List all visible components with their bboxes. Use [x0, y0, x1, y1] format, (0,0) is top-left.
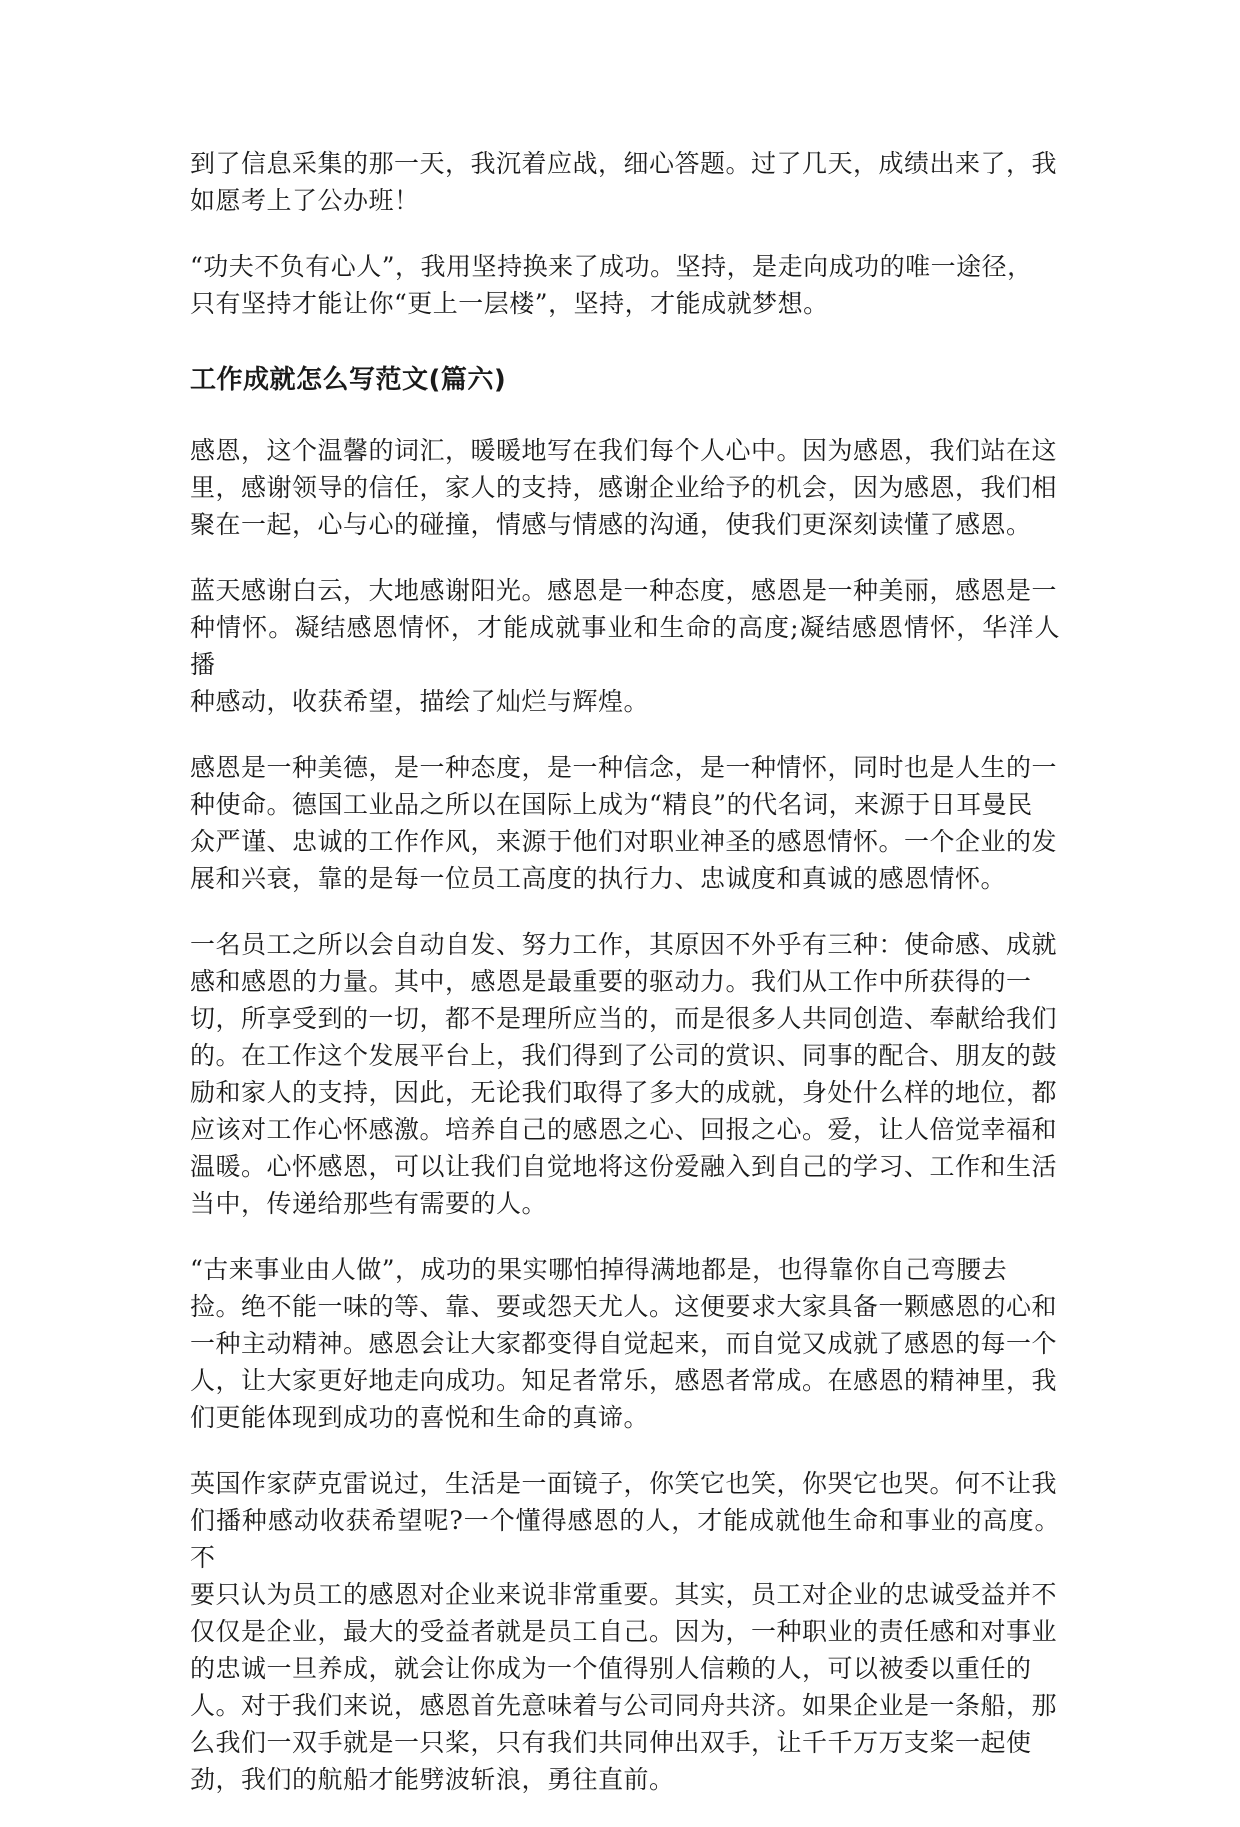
body-paragraph: 感恩，这个温馨的词汇，暖暖地写在我们每个人心中。因为感恩，我们站在这 里，感谢领导的信任，家人的支持，感谢企业给予的机会，因为感恩，我们相 聚在一起，心与心的碰撞，情感与情感的沟通，使我们更深刻读懂了感恩。	[190, 436, 1058, 539]
body-paragraph: “古来事业由人做”，成功的果实哪怕掉得满地都是，也得靠你自己弯腰去 捡。绝不能一味的等、靠、要或怨天尤人。这便要求大家具备一颗感恩的心和 一种主动精神。感恩会让大家都变得自觉起来，而自觉又成就了感恩的每一个 人，让大家更好地走向成功。知足者常乐，感恩者常成。在感恩的精神里，我 们更能体现到成功的喜悦和生命的真谛。	[190, 1255, 1058, 1432]
body-paragraph: 感恩是一种美德，是一种态度，是一种信念，是一种情怀，同时也是人生的一 种使命。德国工业品之所以在国际上成为“精良”的代名词，来源于日耳曼民 众严谨、忠诚的工作作风，来源于他们对职业神圣的感恩情怀。一个企业的发 展和兴衰，靠的是每一位员工高度的执行力、忠诚度和真诚的感恩情怀。	[190, 753, 1058, 893]
body-paragraph: 到了信息采集的那一天，我沉着应战，细心答题。过了几天，成绩出来了，我 如愿考上了公办班！	[190, 149, 1058, 215]
body-paragraph: 一名员工之所以会自动自发、努力工作，其原因不外乎有三种：使命感、成就 感和感恩的力量。其中，感恩是最重要的驱动力。我们从工作中所获得的一 切，所享受到的一切，都不是理所应当的，而是很多人共同创造、奉献给我们 的。在工作这个发展平台上，我们得到了公司的赏识、同事的配合、朋友的鼓 励和家人的支持，因此，无论我们取得了多大的成就，身处什么样的地位，都 应该对工作心怀感激。培养自己的感恩之心、回报之心。爱，让人倍觉幸福和 温暖。心怀感恩，可以让我们自觉地将这份爱融入到自己的学习、工作和生活 当中，传递给那些有需要的人。	[190, 930, 1058, 1218]
body-paragraph: “功夫不负有心人”，我用坚持换来了成功。坚持，是走向成功的唯一途径， 只有坚持才能让你“更上一层楼”，坚持，才能成就梦想。	[190, 252, 1033, 318]
body-paragraph: 英国作家萨克雷说过，生活是一面镜子，你笑它也笑，你哭它也哭。何不让我 们播种感动收获希望呢?一个懂得感恩的人，才能成就他生命和事业的高度。不 要只认为员工的感恩对企业来说非常重要。其实，员工对企业的忠诚受益并不 仅仅是企业，最大的受益者就是员工自己。因为，一种职业的责任感和对事业 的忠诚一旦养成，就会让你成为一个值得别人信赖的人，可以被委以重任的 人。对于我们来说，感恩首先意味着与公司同舟共济。如果企业是一条船，那 么我们一双手就是一只桨，只有我们共同伸出双手，让千千万万支桨一起使 劲，我们的航船才能劈波斩浪，勇往直前。	[190, 1469, 1060, 1794]
body-paragraph: 蓝天感谢白云，大地感谢阳光。感恩是一种态度，感恩是一种美丽，感恩是一 种情怀。凝结感恩情怀，才能成就事业和生命的高度;凝结感恩情怀，华洋人播 种感动，收获希望，描绘了灿烂与辉煌。	[190, 576, 1060, 716]
section-title: 工作成就怎么写范文(篇六)	[190, 365, 507, 395]
document-body	[190, 145, 1060, 1827]
